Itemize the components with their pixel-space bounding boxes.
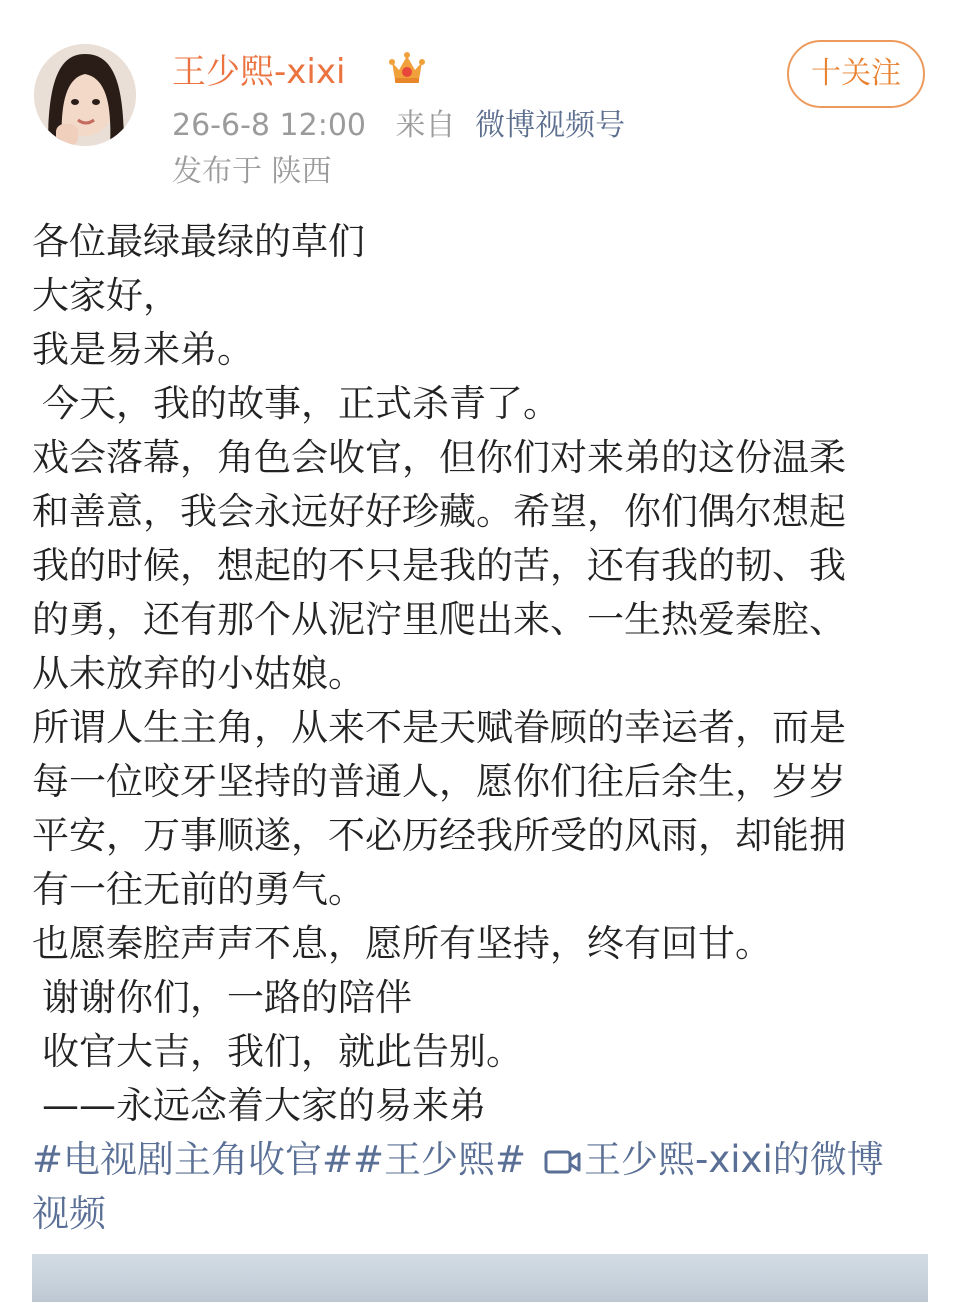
post-header xyxy=(0,0,960,200)
text-line: 平安，万事顺遂，不必历经我所受的风雨，却能拥 xyxy=(32,814,846,857)
text-line: 收官大吉，我们，就此告别。 xyxy=(42,1030,523,1073)
hashtags-line xyxy=(32,1133,932,1187)
location: 发布于 陕西 xyxy=(172,154,332,189)
text-line: 所谓人生主角，从来不是天赋眷顾的幸运者，而是 xyxy=(32,706,846,749)
post-meta xyxy=(172,106,625,146)
video-link-continuation[interactable]: 视频 xyxy=(32,1192,106,1235)
text-line: 从未放弃的小姑娘。 xyxy=(32,652,365,695)
text-line: ——永远念着大家的易来弟 xyxy=(42,1084,486,1127)
source-link[interactable]: 微博视频号 xyxy=(475,108,626,143)
text-line: 和善意，我会永远好好珍藏。希望，你们偶尔想起 xyxy=(32,490,846,533)
hashtag-link[interactable]: #电视剧主角收官# xyxy=(32,1138,354,1181)
post-body xyxy=(32,215,932,1241)
video-camera-icon xyxy=(544,1146,582,1176)
video-link[interactable]: 王少熙-xixi的微博 xyxy=(584,1138,884,1181)
crown-vip-icon xyxy=(387,48,427,88)
text-line: 各位最绿最绿的草们 xyxy=(32,220,365,263)
text-line: 大家好， xyxy=(32,274,180,317)
text-line: 也愿秦腔声声不息，愿所有坚持，终有回甘。 xyxy=(32,922,772,965)
text-line: 谢谢你们，一路的陪伴 xyxy=(42,976,412,1019)
text-line: 戏会落幕，角色会收官，但你们对来弟的这份温柔 xyxy=(32,436,846,479)
follow-button[interactable]: 十关注 xyxy=(787,40,925,108)
source-prefix: 来自 xyxy=(395,108,456,143)
timestamp: 26-6-8 12:00 xyxy=(172,108,366,143)
text-line: 每一位咬牙坚持的普通人，愿你们往后余生，岁岁 xyxy=(32,760,846,803)
text-line: 我的时候，想起的不只是我的苦，还有我的韧、我 xyxy=(32,544,846,587)
text-line: 的勇，还有那个从泥泞里爬出来、一生热爱秦腔、 xyxy=(32,598,846,641)
text-line: 我是易来弟。 xyxy=(32,328,254,371)
avatar[interactable] xyxy=(34,44,136,146)
text-line: 今天，我的故事，正式杀青了。 xyxy=(42,382,560,425)
hashtag-link[interactable]: #王少熙# xyxy=(353,1138,527,1181)
attached-video-thumbnail[interactable] xyxy=(32,1254,928,1302)
username[interactable]: 王少熙-xixi xyxy=(172,52,346,92)
avatar-image xyxy=(34,44,136,146)
text-line: 有一往无前的勇气。 xyxy=(32,868,365,911)
